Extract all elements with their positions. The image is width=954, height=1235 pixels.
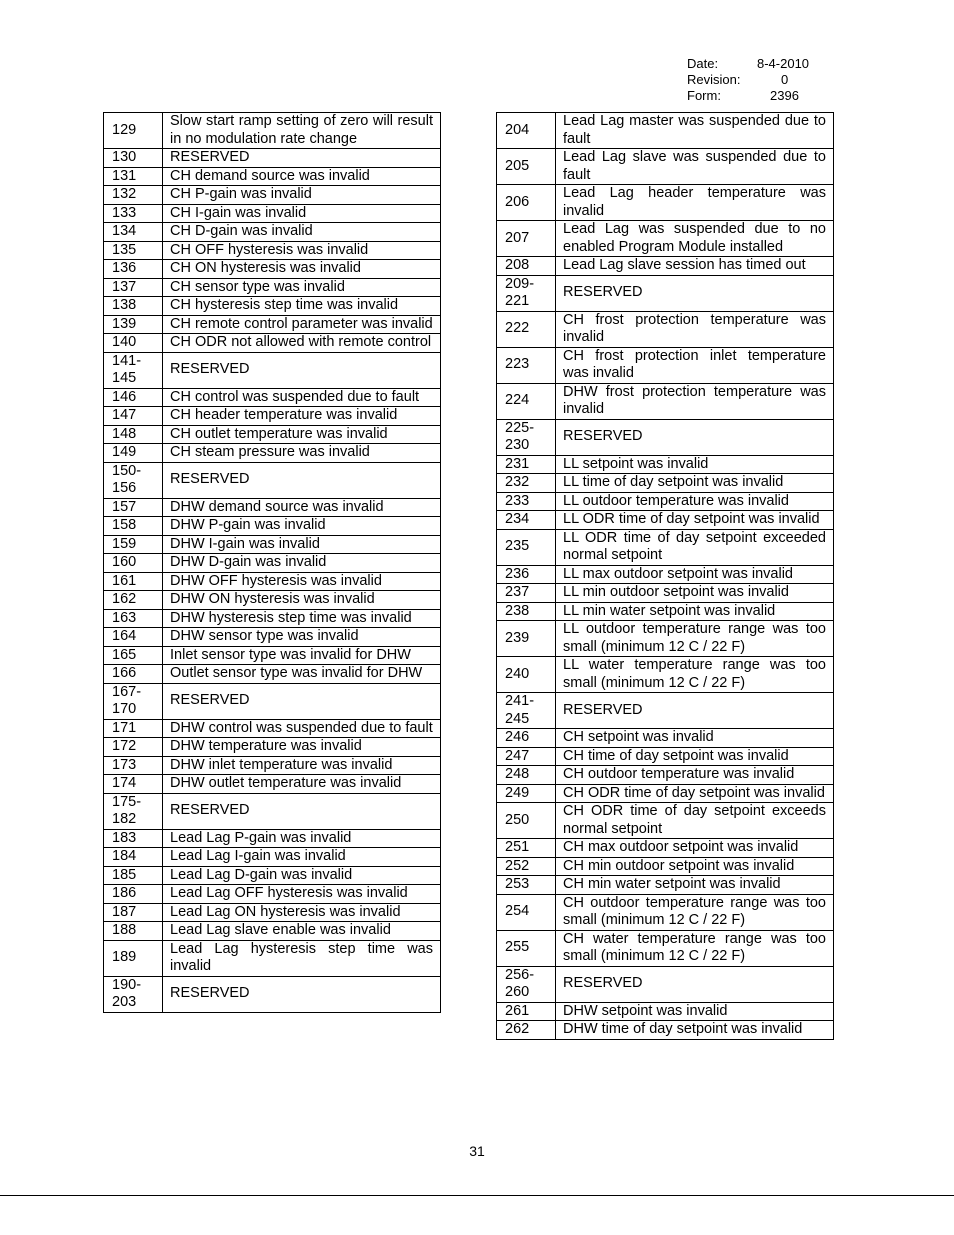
- fault-code: 150-156: [104, 462, 163, 498]
- table-row: [104, 517, 441, 536]
- table-row: [497, 803, 834, 839]
- fault-description: LL water temperature range was too small (minimum 12 C / 22 F): [556, 657, 834, 693]
- fault-description: CH D-gain was invalid: [163, 223, 441, 242]
- fault-description: LL max outdoor setpoint was invalid: [556, 565, 834, 584]
- fault-code: 175-182: [104, 793, 163, 829]
- fault-code: 140: [104, 334, 163, 353]
- fault-code: 256-260: [497, 966, 556, 1002]
- form-row: [687, 88, 827, 104]
- fault-code: 163: [104, 609, 163, 628]
- date-row: [687, 56, 827, 72]
- page-number: 31: [469, 1143, 485, 1159]
- fault-code: 186: [104, 885, 163, 904]
- fault-code: 238: [497, 602, 556, 621]
- fault-code: 232: [497, 474, 556, 493]
- fault-code: 237: [497, 584, 556, 603]
- fault-code: 236: [497, 565, 556, 584]
- table-row: [104, 334, 441, 353]
- fault-description: RESERVED: [163, 352, 441, 388]
- fault-description: CH P-gain was invalid: [163, 186, 441, 205]
- fault-description: DHW D-gain was invalid: [163, 554, 441, 573]
- fault-code: 252: [497, 857, 556, 876]
- fault-description: Lead Lag ON hysteresis was invalid: [163, 903, 441, 922]
- table-row: [104, 719, 441, 738]
- table-row: [104, 829, 441, 848]
- fault-code: 146: [104, 388, 163, 407]
- fault-code: 164: [104, 628, 163, 647]
- table-row: [104, 113, 441, 149]
- table-row: [497, 1002, 834, 1021]
- form-value: 2396: [770, 88, 799, 103]
- table-row: [497, 729, 834, 748]
- table-row: [104, 149, 441, 168]
- table-row: [497, 529, 834, 565]
- fault-code: 239: [497, 621, 556, 657]
- table-row: [104, 535, 441, 554]
- fault-code: 188: [104, 922, 163, 941]
- fault-code: 166: [104, 665, 163, 684]
- fault-description: Lead Lag hysteresis step time was invalid: [163, 940, 441, 976]
- table-row: [497, 584, 834, 603]
- table-row: [104, 775, 441, 794]
- table-row: [497, 602, 834, 621]
- table-row: [104, 922, 441, 941]
- fault-description: CH time of day setpoint was invalid: [556, 747, 834, 766]
- revision-value: 0: [781, 72, 789, 87]
- fault-description: Inlet sensor type was invalid for DHW: [163, 646, 441, 665]
- fault-code: 183: [104, 829, 163, 848]
- table-row: [497, 275, 834, 311]
- table-row: [104, 297, 441, 316]
- fault-code: 160: [104, 554, 163, 573]
- fault-code: 207: [497, 221, 556, 257]
- table-row: [104, 462, 441, 498]
- table-row: [104, 388, 441, 407]
- fault-description: CH ODR time of day setpoint exceeds normal setpoint: [556, 803, 834, 839]
- table-row: [104, 738, 441, 757]
- fault-code: 136: [104, 260, 163, 279]
- table-row: [497, 894, 834, 930]
- fault-code: 141-145: [104, 352, 163, 388]
- fault-description: CH ODR not allowed with remote control: [163, 334, 441, 353]
- table-row: [104, 260, 441, 279]
- fault-code: 233: [497, 492, 556, 511]
- fault-code-table-left: [103, 112, 441, 1013]
- fault-description: CH remote control parameter was invalid: [163, 315, 441, 334]
- table-row: [104, 628, 441, 647]
- table-row: [104, 756, 441, 775]
- table-row: [497, 876, 834, 895]
- fault-code: 149: [104, 444, 163, 463]
- table-row: [104, 976, 441, 1012]
- fault-code: 250: [497, 803, 556, 839]
- table-row: [497, 347, 834, 383]
- fault-code: 255: [497, 930, 556, 966]
- table-row: [497, 784, 834, 803]
- fault-description: CH sensor type was invalid: [163, 278, 441, 297]
- fault-code: 249: [497, 784, 556, 803]
- fault-description: CH header temperature was invalid: [163, 407, 441, 426]
- fault-description: DHW demand source was invalid: [163, 498, 441, 517]
- revision-row: [687, 72, 827, 88]
- table-row: [497, 113, 834, 149]
- fault-description: LL ODR time of day setpoint was invalid: [556, 511, 834, 530]
- fault-description: Lead Lag was suspended due to no enabled Program Module installed: [556, 221, 834, 257]
- revision-label: Revision:: [687, 72, 741, 87]
- fault-code: 162: [104, 591, 163, 610]
- fault-code: 209-221: [497, 275, 556, 311]
- fault-code: 174: [104, 775, 163, 794]
- fault-code: 185: [104, 866, 163, 885]
- fault-description: CH setpoint was invalid: [556, 729, 834, 748]
- fault-description: RESERVED: [163, 976, 441, 1012]
- table-row: [104, 572, 441, 591]
- table-row: [497, 1021, 834, 1040]
- fault-code: 262: [497, 1021, 556, 1040]
- fault-code: 139: [104, 315, 163, 334]
- fault-code: 173: [104, 756, 163, 775]
- table-row: [497, 857, 834, 876]
- fault-code: 204: [497, 113, 556, 149]
- table-row: [104, 793, 441, 829]
- fault-description: CH steam pressure was invalid: [163, 444, 441, 463]
- table-row: [497, 966, 834, 1002]
- fault-description: CH min outdoor setpoint was invalid: [556, 857, 834, 876]
- table-row: [104, 498, 441, 517]
- table-row: [104, 683, 441, 719]
- fault-description: DHW control was suspended due to fault: [163, 719, 441, 738]
- table-row: [497, 657, 834, 693]
- table-row: [104, 315, 441, 334]
- table-row: [497, 311, 834, 347]
- fault-code: 251: [497, 839, 556, 858]
- date-label: Date:: [687, 56, 719, 71]
- fault-code: 205: [497, 149, 556, 185]
- document-header: [687, 56, 827, 104]
- fault-code: 208: [497, 257, 556, 276]
- fault-description: DHW setpoint was invalid: [556, 1002, 834, 1021]
- fault-description: LL min outdoor setpoint was invalid: [556, 584, 834, 603]
- fault-description: Lead Lag header temperature was invalid: [556, 185, 834, 221]
- fault-code: 240: [497, 657, 556, 693]
- fault-description: RESERVED: [163, 793, 441, 829]
- fault-code: 131: [104, 167, 163, 186]
- fault-code: 133: [104, 204, 163, 223]
- fault-code: 241-245: [497, 693, 556, 729]
- fault-description: DHW I-gain was invalid: [163, 535, 441, 554]
- table-row: [104, 425, 441, 444]
- table-row: [104, 223, 441, 242]
- fault-description: RESERVED: [556, 693, 834, 729]
- table-row: [104, 204, 441, 223]
- date-value: 8-4-2010: [757, 56, 810, 71]
- table-row: [104, 352, 441, 388]
- fault-description: DHW OFF hysteresis was invalid: [163, 572, 441, 591]
- fault-code: 231: [497, 455, 556, 474]
- table-row: [104, 278, 441, 297]
- fault-description: CH OFF hysteresis was invalid: [163, 241, 441, 260]
- fault-code: 172: [104, 738, 163, 757]
- table-row: [104, 241, 441, 260]
- footer-divider: [0, 1195, 954, 1196]
- fault-code: 137: [104, 278, 163, 297]
- fault-description: CH frost protection inlet temperature was invalid: [556, 347, 834, 383]
- table-row: [497, 930, 834, 966]
- fault-code: 224: [497, 383, 556, 419]
- fault-description: RESERVED: [163, 462, 441, 498]
- fault-description: CH outlet temperature was invalid: [163, 425, 441, 444]
- fault-description: DHW ON hysteresis was invalid: [163, 591, 441, 610]
- table-row: [497, 693, 834, 729]
- fault-description: Lead Lag OFF hysteresis was invalid: [163, 885, 441, 904]
- fault-description: Lead Lag slave enable was invalid: [163, 922, 441, 941]
- fault-code: 225-230: [497, 419, 556, 455]
- table-row: [104, 940, 441, 976]
- fault-code: 254: [497, 894, 556, 930]
- fault-code: 206: [497, 185, 556, 221]
- fault-description: CH control was suspended due to fault: [163, 388, 441, 407]
- table-row: [104, 591, 441, 610]
- fault-description: CH hysteresis step time was invalid: [163, 297, 441, 316]
- fault-description: LL outdoor temperature range was too small (minimum 12 C / 22 F): [556, 621, 834, 657]
- table-row: [497, 839, 834, 858]
- table-row: [497, 257, 834, 276]
- fault-code: 157: [104, 498, 163, 517]
- fault-description: DHW P-gain was invalid: [163, 517, 441, 536]
- fault-description: CH I-gain was invalid: [163, 204, 441, 223]
- fault-code: 235: [497, 529, 556, 565]
- fault-description: RESERVED: [556, 419, 834, 455]
- fault-description: LL min water setpoint was invalid: [556, 602, 834, 621]
- fault-code: 147: [104, 407, 163, 426]
- fault-code: 138: [104, 297, 163, 316]
- fault-description: CH max outdoor setpoint was invalid: [556, 839, 834, 858]
- fault-description: CH water temperature range was too small (minimum 12 C / 22 F): [556, 930, 834, 966]
- fault-description: CH frost protection temperature was invalid: [556, 311, 834, 347]
- fault-description: CH outdoor temperature was invalid: [556, 766, 834, 785]
- fault-description: LL outdoor temperature was invalid: [556, 492, 834, 511]
- fault-description: DHW inlet temperature was invalid: [163, 756, 441, 775]
- fault-description: CH outdoor temperature range was too small (minimum 12 C / 22 F): [556, 894, 834, 930]
- fault-code: 165: [104, 646, 163, 665]
- fault-description: Lead Lag I-gain was invalid: [163, 848, 441, 867]
- table-row: [104, 186, 441, 205]
- table-row: [104, 444, 441, 463]
- fault-code: 161: [104, 572, 163, 591]
- table-row: [104, 848, 441, 867]
- fault-code: 158: [104, 517, 163, 536]
- fault-description: Lead Lag slave session has timed out: [556, 257, 834, 276]
- table-row: [104, 885, 441, 904]
- fault-description: LL time of day setpoint was invalid: [556, 474, 834, 493]
- fault-description: CH ODR time of day setpoint was invalid: [556, 784, 834, 803]
- table-row: [497, 766, 834, 785]
- table-row: [497, 511, 834, 530]
- fault-code: 246: [497, 729, 556, 748]
- fault-description: Lead Lag slave was suspended due to fault: [556, 149, 834, 185]
- fault-code: 130: [104, 149, 163, 168]
- fault-description: Lead Lag master was suspended due to fault: [556, 113, 834, 149]
- fault-code: 223: [497, 347, 556, 383]
- fault-description: DHW frost protection temperature was invalid: [556, 383, 834, 419]
- fault-description: LL ODR time of day setpoint exceeded normal setpoint: [556, 529, 834, 565]
- fault-code: 253: [497, 876, 556, 895]
- fault-code: 167-170: [104, 683, 163, 719]
- fault-code: 187: [104, 903, 163, 922]
- table-row: [497, 565, 834, 584]
- fault-code: 134: [104, 223, 163, 242]
- fault-code: 234: [497, 511, 556, 530]
- fault-code: 261: [497, 1002, 556, 1021]
- table-row: [104, 665, 441, 684]
- table-row: [497, 747, 834, 766]
- fault-description: RESERVED: [556, 275, 834, 311]
- fault-description: RESERVED: [556, 966, 834, 1002]
- fault-description: LL setpoint was invalid: [556, 455, 834, 474]
- fault-description: RESERVED: [163, 683, 441, 719]
- table-row: [104, 646, 441, 665]
- fault-description: DHW sensor type was invalid: [163, 628, 441, 647]
- fault-code: 189: [104, 940, 163, 976]
- table-row: [104, 167, 441, 186]
- fault-code-table-right: [496, 112, 834, 1040]
- table-row: [104, 609, 441, 628]
- fault-description: RESERVED: [163, 149, 441, 168]
- fault-description: CH ON hysteresis was invalid: [163, 260, 441, 279]
- table-row: [104, 554, 441, 573]
- table-row: [104, 407, 441, 426]
- fault-code: 129: [104, 113, 163, 149]
- fault-code: 190-203: [104, 976, 163, 1012]
- fault-code: 248: [497, 766, 556, 785]
- fault-description: Outlet sensor type was invalid for DHW: [163, 665, 441, 684]
- table-row: [497, 419, 834, 455]
- fault-code: 135: [104, 241, 163, 260]
- fault-description: Lead Lag P-gain was invalid: [163, 829, 441, 848]
- fault-code: 132: [104, 186, 163, 205]
- table-row: [497, 455, 834, 474]
- table-row: [497, 492, 834, 511]
- fault-code: 171: [104, 719, 163, 738]
- table-row: [497, 149, 834, 185]
- table-row: [497, 383, 834, 419]
- fault-description: Slow start ramp setting of zero will result in no modulation rate change: [163, 113, 441, 149]
- table-row: [497, 185, 834, 221]
- fault-code: 222: [497, 311, 556, 347]
- table-row: [497, 474, 834, 493]
- fault-description: DHW hysteresis step time was invalid: [163, 609, 441, 628]
- fault-code: 148: [104, 425, 163, 444]
- table-row: [104, 903, 441, 922]
- fault-code: 159: [104, 535, 163, 554]
- table-row: [104, 866, 441, 885]
- table-row: [497, 621, 834, 657]
- fault-code: 184: [104, 848, 163, 867]
- fault-description: CH demand source was invalid: [163, 167, 441, 186]
- fault-description: Lead Lag D-gain was invalid: [163, 866, 441, 885]
- fault-description: DHW outlet temperature was invalid: [163, 775, 441, 794]
- fault-description: DHW temperature was invalid: [163, 738, 441, 757]
- table-row: [497, 221, 834, 257]
- form-label: Form:: [687, 88, 721, 103]
- fault-description: DHW time of day setpoint was invalid: [556, 1021, 834, 1040]
- fault-description: CH min water setpoint was invalid: [556, 876, 834, 895]
- fault-code: 247: [497, 747, 556, 766]
